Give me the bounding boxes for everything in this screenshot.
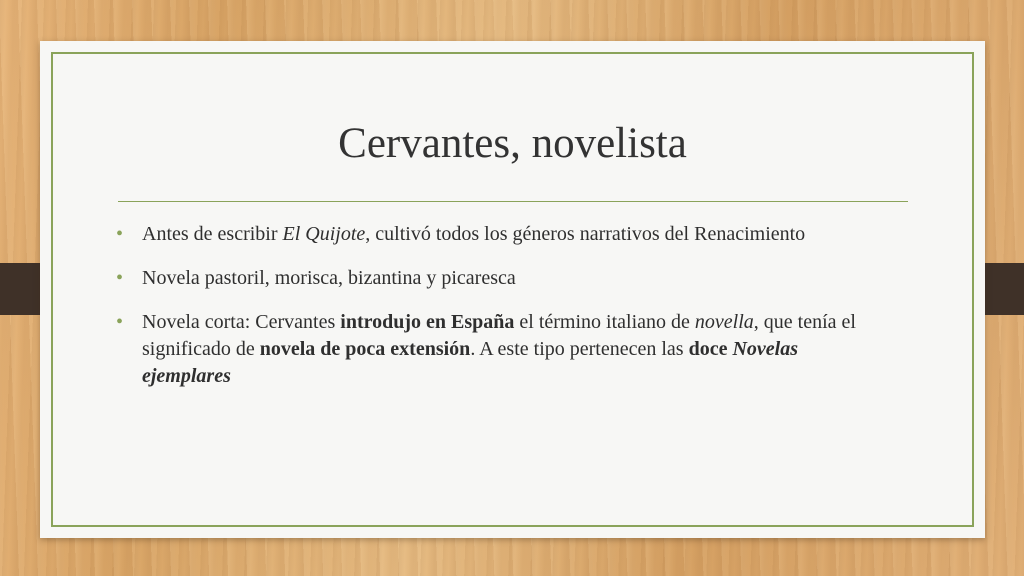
bullet-item-3 bbox=[116, 309, 876, 390]
slide-title: Cervantes, novelista bbox=[338, 120, 687, 167]
bullet-text: el término italiano de bbox=[514, 311, 695, 333]
term-novella: novella bbox=[694, 311, 754, 333]
bullet-item-2 bbox=[116, 265, 876, 292]
emphasis-definition: novela de poca extensión bbox=[259, 338, 471, 360]
bullet-text: Novela corta: Cervantes bbox=[142, 311, 341, 333]
title-divider bbox=[118, 201, 908, 202]
bullet-text: Novela pastoril, morisca, bizantina y picaresca bbox=[142, 267, 516, 289]
bullet-text: Antes de escribir bbox=[142, 223, 283, 245]
emphasis-doce: doce bbox=[688, 338, 728, 360]
book-title-novelas-ejemplares: Novelas ejemplares bbox=[142, 338, 799, 387]
emphasis-introdujo: introdujo en España bbox=[340, 311, 515, 333]
book-title-quijote: El Quijote bbox=[282, 223, 366, 245]
bullet-text: . A este tipo pertenecen las bbox=[470, 338, 689, 360]
bullet-icon: • bbox=[116, 267, 124, 289]
bullet-item-1 bbox=[116, 221, 876, 248]
bullet-icon: • bbox=[116, 311, 124, 333]
bullet-list bbox=[116, 221, 876, 407]
bullet-text: , cultivó todos los géneros narrativos del Renacimiento bbox=[365, 223, 806, 245]
bullet-icon: • bbox=[116, 223, 124, 245]
slide bbox=[40, 41, 985, 538]
bullet-text: , que tenía el significado de bbox=[142, 311, 856, 360]
